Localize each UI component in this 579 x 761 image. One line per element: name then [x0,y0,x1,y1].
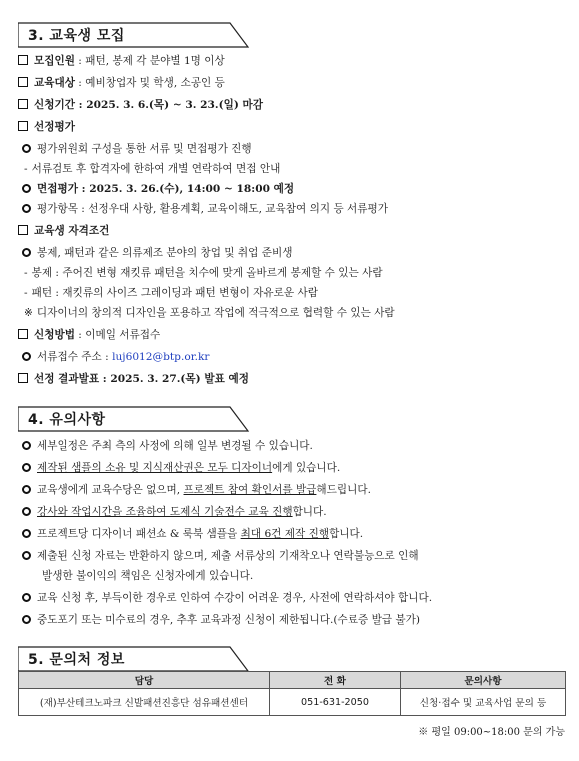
checkbox-icon [18,55,28,65]
result-line: 선정 결과발표 : 2025. 3. 27.(목) 발표 예정 [18,372,569,386]
checkbox-icon [18,121,28,131]
eval-item-3: 면접평가 : 2025. 3. 26.(수), 14:00 ~ 18:00 예정 [18,182,569,196]
section-5-title: 5. 문의처 정보 [28,652,125,668]
bullet-circle-icon [22,248,31,257]
bullet-circle-icon [22,615,31,624]
notice-item-4: 강사와 작업시간을 조율하여 도제식 기술전수 교육 진행합니다. [18,505,569,519]
checkbox-icon [18,225,28,235]
checkbox-icon [18,373,28,383]
notice-item-7: 교육 신청 후, 부득이한 경우로 인하여 수강이 어려운 경우, 사전에 연락하셔야 합니다. [18,591,569,605]
checkbox-icon [18,329,28,339]
period-line: 신청기간 : 2025. 3. 6.(목) ~ 3. 23.(일) 마감 [18,98,569,112]
email-link[interactable]: luj6012@btp.or.kr [112,351,210,363]
notice-item-1: 세부일정은 주최 측의 사정에 의해 일부 변경될 수 있습니다. [18,439,569,453]
section-4-header [18,406,250,432]
target-line: 교육대상 : 예비창업자 및 학생, 소공인 등 [18,76,569,90]
section-3-title: 3. 교육생 모집 [28,28,125,44]
cell-phone: 051-631-2050 [270,689,401,716]
eval-heading: 선정평가 [18,120,569,134]
recruit-line: 모집인원 : 패턴, 봉제 각 분야별 1명 이상 [18,54,569,68]
header-inquiry: 문의사항 [401,672,566,689]
notice-item-6-cont: 발생한 불이익의 책임은 신청자에게 있습니다. [42,570,254,582]
bullet-circle-icon [22,144,31,153]
eval-item-4: 평가항목 : 선정우대 사항, 활용계획, 교육이해도, 교육참여 의지 등 서류평가 [18,202,569,216]
cell-inquiry: 신청·접수 및 교육사업 문의 등 [401,689,566,716]
notice-item-2: 제작된 샘플의 소유 및 지식재산권은 모두 디자이너에게 있습니다. [18,461,569,475]
bullet-circle-icon [22,184,31,193]
bullet-circle-icon [22,204,31,213]
reference-mark-icon: ※ [24,307,33,319]
table-row [19,689,566,716]
bullet-circle-icon [22,551,31,560]
qual-heading: 교육생 자격조건 [18,224,569,238]
notice-item-5: 프로젝트당 디자이너 패션쇼 & 룩북 샘플을 최대 6건 제작 진행합니다. [18,527,569,541]
eval-item-1: 평가위원회 구성을 통한 서류 및 면접평가 진행 [18,142,569,156]
header-contact-person: 담당 [19,672,270,689]
qual-item-4: ※ 디자이너의 창의적 디자인을 포용하고 작업에 적극적으로 협력할 수 있는 사람 [24,307,395,319]
notice-item-3: 교육생에게 교육수당은 없으며, 프로젝트 참여 확인서를 발급해드립니다. [18,483,569,497]
qual-item-2: - 봉제 : 주어진 변형 재킷류 패턴을 치수에 맞게 올바르게 봉제할 수 있는 사람 [24,267,383,279]
method-line: 신청방법 : 이메일 서류접수 [18,328,569,342]
checkbox-icon [18,77,28,87]
bullet-circle-icon [22,441,31,450]
contact-table [18,671,566,716]
bullet-circle-icon [22,352,31,361]
notice-item-8: 중도포기 또는 미수료의 경우, 추후 교육과정 신청이 제한됩니다.(수료증 발급 불가) [18,613,569,627]
section-4-title: 4. 유의사항 [28,412,106,428]
eval-item-2: - 서류검토 후 합격자에 한하여 개별 연락하여 면접 안내 [24,163,281,175]
qual-item-1: 봉제, 패턴과 같은 의류제조 분야의 창업 및 취업 준비생 [18,246,569,260]
notice-item-6: 제출된 신청 자료는 반환하지 않으며, 제출 서류상의 기재착오나 연락불능으로 인해 [18,549,569,563]
cell-contact-person: (재)부산테크노파크 신발패션진흥단 섬유패션센터 [19,689,270,716]
bullet-circle-icon [22,593,31,602]
qual-item-3: - 패턴 : 재킷류의 사이즈 그레이딩과 패턴 변형이 자유로운 사람 [24,287,318,299]
header-phone: 전 화 [270,672,401,689]
bullet-circle-icon [22,485,31,494]
checkbox-icon [18,99,28,109]
bullet-circle-icon [22,507,31,516]
section-3-header [18,22,250,48]
contact-table-header-row [19,672,566,689]
bullet-circle-icon [22,529,31,538]
bullet-circle-icon [22,463,31,472]
section-5-header [18,646,250,672]
footnote: ※ 평일 09:00~18:00 문의 가능 [418,727,565,738]
email-line: 서류접수 주소 : luj6012@btp.or.kr [18,350,569,364]
